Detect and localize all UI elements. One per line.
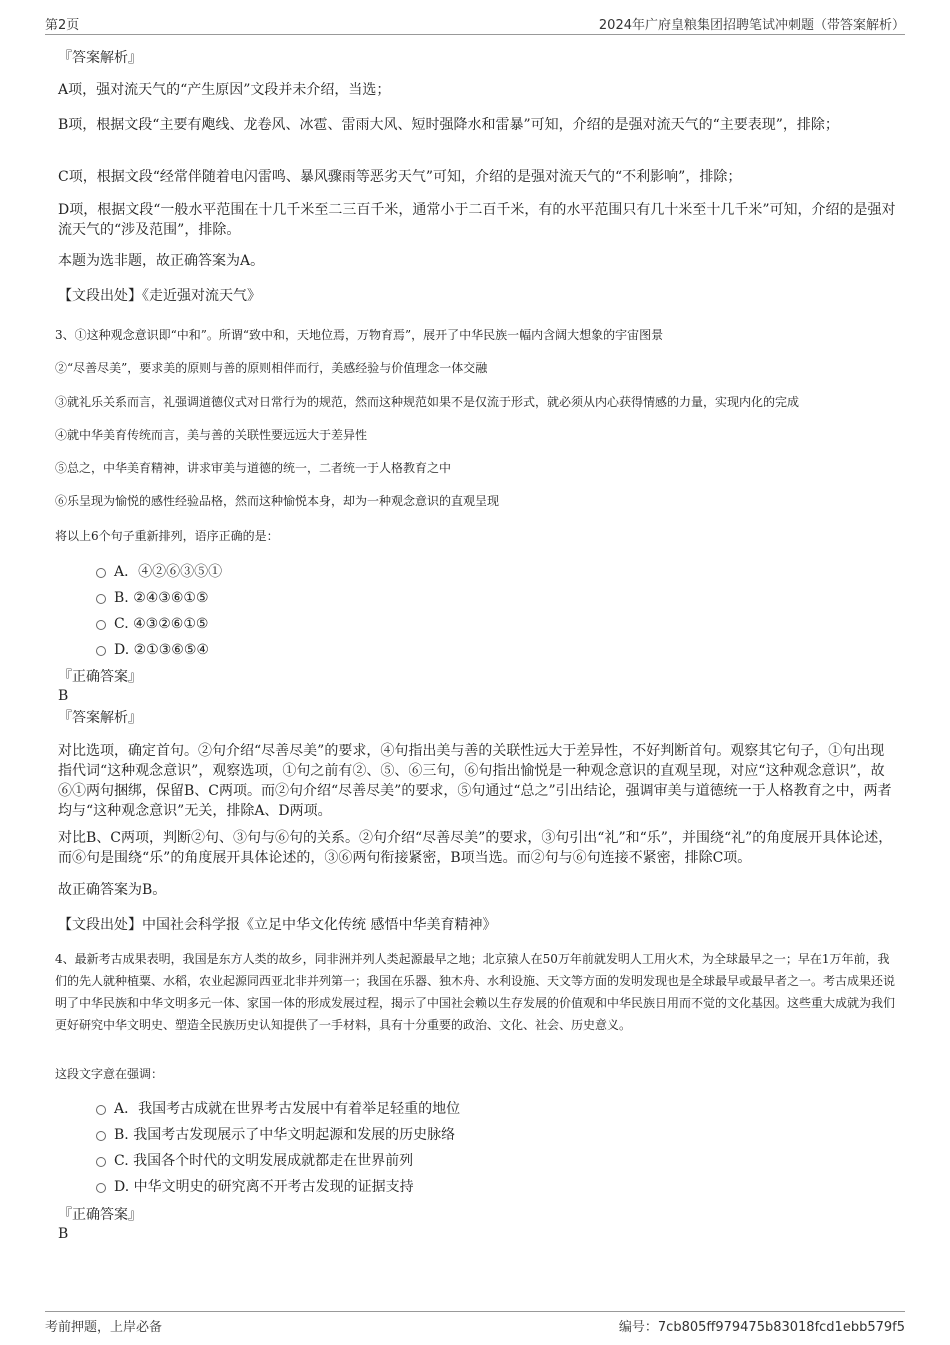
radio-icon[interactable] xyxy=(96,1183,106,1193)
passage-source: 【文段出处】中国社会科学报《立足中华文化传统 感悟中华美育精神》 xyxy=(58,917,497,933)
question-4-option-c[interactable]: C. 我国各个时代的文明发展成就都走在世界前列 xyxy=(96,1151,796,1171)
analysis-option-a: A项，强对流天气的“产生原因”文段并未介绍，当选； xyxy=(58,82,391,98)
correct-answer-label: 『正确答案』 xyxy=(58,669,142,685)
analysis-option-d: D项，根据文段“一般水平范围在十几千米至二三百千米，通常小于二百千米，有的水平范围只有几十米至十几千米”可知，介绍的是强对流天气的“涉及范围”，排除。 xyxy=(58,202,896,238)
question-4-option-a[interactable]: A．我国考古成就在世界考古发展中有着举足轻重的地位 xyxy=(96,1099,796,1119)
question-4-option-d[interactable]: D. 中华文明史的研究离不开考古发现的证据支持 xyxy=(96,1177,796,1197)
answer-analysis-label: 『答案解析』 xyxy=(58,710,142,726)
question-3-sentence-4: ④就中华美育传统而言，美与善的关联性要远远大于差异性 xyxy=(55,428,368,442)
question-3-option-b[interactable]: B. ②④③⑥①⑤ xyxy=(96,588,796,608)
question-4-passage: 4、最新考古成果表明，我国是东方人类的故乡，同非洲并列人类起源最早之地；北京猿人在50万年前就发明人工用火术，为全球最早之一；早在1万年前，我们的先人就种植粟、水稻，农业起源同西亚北非并列第一；我国在乐器、独木舟、水利设施、天文等方面的发明发现也是全球最早或最早者之一。考古成果还说明了中华民族和中华文明多元一体、家国一体的形成发展过程，揭示了中国社会赖以生存发展的价值观和中华民族日用而不觉的文化基因。这些重大成就为我们更好研究中华文明史、塑造全民族历史认知提供了一手材料，具有十分重要的政治、文化、社会、历史意义。 xyxy=(55,952,896,1032)
question-3-sentence-5: ⑤总之，中华美育精神，讲求审美与道德的统一，二者统一于人格教育之中 xyxy=(55,461,452,475)
document-id: 编号：7cb805ff979475b83018fcd1ebb579f5 xyxy=(618,1320,905,1335)
radio-icon[interactable] xyxy=(96,1131,106,1141)
passage-source: 【文段出处】《走近强对流天气》 xyxy=(58,288,261,304)
question-3-option-c[interactable]: C. ④③②⑥①⑤ xyxy=(96,614,796,634)
question-3-option-d[interactable]: D. ②①③⑥⑤④ xyxy=(96,640,796,660)
question-3-sentence-2: ②“尽善尽美”，要求美的原则与善的原则相伴而行，美感经验与价值理念一体交融 xyxy=(55,361,488,375)
radio-icon[interactable] xyxy=(96,594,106,604)
radio-icon[interactable] xyxy=(96,568,106,578)
question-3-prompt: 将以上6个句子重新排列，语序正确的是： xyxy=(55,529,279,543)
analysis-conclusion: 本题为选非题，故正确答案为A。 xyxy=(58,253,265,269)
correct-answer-value: B xyxy=(58,1226,69,1242)
correct-answer-value: B xyxy=(58,688,69,704)
question-3-sentence-1: 3、①这种观念意识即“中和”。所谓“致中和，天地位焉，万物育焉”，展开了中华民族一幅内含阔大想象的宇宙图景 xyxy=(55,328,664,342)
question-3-sentence-3: ③就礼乐关系而言，礼强调道德仪式对日常行为的规范，然而这种规范如果不是仅流于形式，就必须从内心获得情感的力量，实现内化的完成 xyxy=(55,395,800,409)
page-footer xyxy=(45,1311,905,1334)
analysis-paragraph-1: 对比选项，确定首句。②句介绍“尽善尽美”的要求，④句指出美与善的关联性远大于差异性，不好判断首句。观察其它句子，①句出现指代词“这种观念意识”，观察选项，①句之前有②、⑤、⑥三句，⑥句指出愉悦是一种观念意识的直观呈现，对应“这种观念意识”，故⑥①两句捆绑，保留B、C两项。而②句介绍“尽善尽美”的要求，⑤句通过“总之”引出结论，强调审美与道德统一于人格教育之中，两者均与“这种观念意识”无关，排除A、D两项。 xyxy=(58,743,892,819)
answer-analysis-label: 『答案解析』 xyxy=(58,50,142,66)
radio-icon[interactable] xyxy=(96,620,106,630)
page-number: 第2页 xyxy=(45,18,80,33)
question-4-prompt: 这段文字意在强调： xyxy=(55,1067,164,1081)
radio-icon[interactable] xyxy=(96,1157,106,1167)
document-title: 2024年广府皇粮集团招聘笔试冲刺题（带答案解析） xyxy=(598,18,905,33)
page-header xyxy=(45,12,905,35)
analysis-paragraph-2: 对比B、C两项，判断②句、③句与⑥句的关系。②句介绍“尽善尽美”的要求，③句引出“礼”和“乐”，并围绕“礼”的角度展开具体论述，而⑥句是围绕“乐”的角度展开具体论述的，③⑥两句衔接紧密，B项当选。而②句与⑥句连接不紧密，排除C项。 xyxy=(58,830,893,866)
footer-slogan: 考前押题，上岸必备 xyxy=(45,1320,163,1335)
radio-icon[interactable] xyxy=(96,646,106,656)
radio-icon[interactable] xyxy=(96,1105,106,1115)
analysis-option-b: B项，根据文段“主要有飑线、龙卷风、冰雹、雷雨大风、短时强降水和雷暴”可知，介绍的是强对流天气的“主要表现”，排除； xyxy=(58,117,839,133)
question-3-option-a[interactable]: A．④②⑥③⑤① xyxy=(96,562,796,582)
question-4-option-b[interactable]: B. 我国考古发现展示了中华文明起源和发展的历史脉络 xyxy=(96,1125,796,1145)
analysis-option-c: C项，根据文段“经常伴随着电闪雷鸣、暴风骤雨等恶劣天气”可知，介绍的是强对流天气的“不利影响”，排除； xyxy=(58,169,742,185)
analysis-conclusion: 故正确答案为B。 xyxy=(58,882,167,898)
question-3-sentence-6: ⑥乐呈现为愉悦的感性经验品格，然而这种愉悦本身，却为一种观念意识的直观呈现 xyxy=(55,494,500,508)
correct-answer-label: 『正确答案』 xyxy=(58,1207,142,1223)
